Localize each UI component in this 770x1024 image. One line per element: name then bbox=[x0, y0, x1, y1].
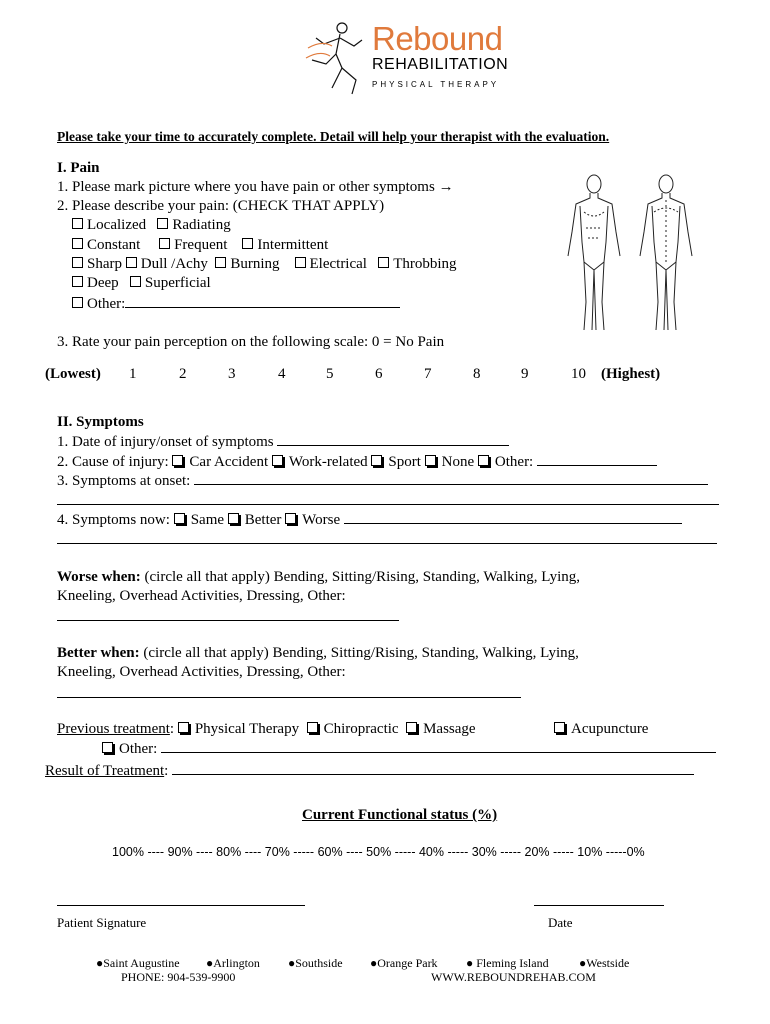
location-saint-augustine: ●Saint Augustine bbox=[96, 956, 180, 970]
symptoms-date-label: 1. Date of injury/onset of symptoms bbox=[57, 434, 274, 450]
treatment-result-label: Result of Treatment bbox=[45, 763, 165, 779]
intro-text: Please take your time to accurately complete. Detail will help your therapist with the evaluation. bbox=[57, 129, 610, 144]
symptoms-heading: II. Symptoms bbox=[57, 414, 144, 430]
cause-label: 2. Cause of injury: bbox=[57, 454, 169, 470]
runner-logo-icon bbox=[302, 18, 372, 98]
checkbox-intermittent[interactable]: Intermittent bbox=[242, 237, 328, 253]
footer-phone: PHONE: 904-539-9900 bbox=[121, 970, 236, 984]
checkbox-cause-other[interactable]: Other: bbox=[478, 454, 533, 470]
pain-q1-text: 1. Please mark picture where you have pain or other symptoms bbox=[57, 179, 435, 195]
checkbox-dull[interactable]: Dull /Achy bbox=[126, 256, 208, 272]
pain-q1 bbox=[57, 179, 454, 196]
treatment-result: Result of Treatment: bbox=[45, 762, 694, 780]
checkbox-massage[interactable]: Massage bbox=[406, 721, 476, 737]
better-when-line2: Kneeling, Overhead Activities, Dressing, Other: bbox=[57, 664, 346, 680]
checkbox-car-accident[interactable]: Car Accident bbox=[172, 454, 268, 470]
worse-when-text1: (circle all that apply) Bending, Sitting/Rising, Standing, Walking, Lying, bbox=[140, 569, 581, 585]
scale-3[interactable]: 3 bbox=[228, 366, 236, 382]
logo-brand: Rebound bbox=[372, 20, 503, 57]
previous-treatment-colon: : bbox=[169, 721, 175, 737]
body-diagram[interactable] bbox=[562, 172, 702, 336]
checkbox-work-related[interactable]: Work-related bbox=[272, 454, 368, 470]
better-other-field[interactable] bbox=[57, 685, 521, 698]
pain-options-row2 bbox=[72, 237, 328, 254]
checkbox-frequent[interactable]: Frequent bbox=[159, 237, 227, 253]
location-fleming-island: ● Fleming Island bbox=[466, 956, 549, 970]
location-westside: ●Westside bbox=[579, 956, 630, 970]
checkbox-none[interactable]: None bbox=[425, 454, 475, 470]
scale-highest: (Highest) bbox=[601, 366, 661, 382]
date-line[interactable] bbox=[534, 893, 664, 906]
checkbox-same[interactable]: Same bbox=[174, 512, 224, 528]
checkbox-chiropractic[interactable]: Chiropractic bbox=[307, 721, 399, 737]
better-when-label: Better when: bbox=[57, 645, 140, 661]
pain-options-row1 bbox=[72, 217, 231, 234]
treatment-other bbox=[102, 740, 716, 758]
onset-label: 3. Symptoms at onset: bbox=[57, 473, 191, 489]
now-label: 4. Symptoms now: bbox=[57, 512, 170, 528]
checkbox-superficial[interactable]: Superficial bbox=[130, 275, 211, 291]
signature-line[interactable] bbox=[57, 893, 305, 906]
pain-other-field[interactable] bbox=[125, 295, 400, 308]
arrow-right-icon: → bbox=[438, 179, 454, 195]
worse-when-label: Worse when: bbox=[57, 569, 141, 585]
checkbox-other[interactable]: Other: bbox=[72, 296, 125, 312]
checkbox-better[interactable]: Better bbox=[228, 512, 282, 528]
checkbox-worse[interactable]: Worse bbox=[285, 512, 340, 528]
date-label: Date bbox=[548, 915, 573, 930]
scale-9[interactable]: 9 bbox=[521, 366, 529, 382]
better-when-text1: (circle all that apply) Bending, Sitting/Rising, Standing, Walking, Lying, bbox=[139, 645, 579, 661]
logo-sub: REHABILITATION bbox=[372, 56, 509, 73]
footer-website[interactable]: WWW.REBOUNDREHAB.COM bbox=[431, 970, 596, 984]
functional-heading: Current Functional status (%) bbox=[302, 807, 498, 823]
symptoms-now bbox=[57, 511, 682, 529]
worse-when-line2: Kneeling, Overhead Activities, Dressing, Other: bbox=[57, 588, 346, 604]
scale-6[interactable]: 6 bbox=[375, 366, 383, 382]
treatment-result-field[interactable] bbox=[172, 762, 694, 775]
symptoms-cause bbox=[57, 453, 657, 471]
scale-7[interactable]: 7 bbox=[424, 366, 432, 382]
scale-10[interactable]: 10 bbox=[571, 366, 586, 382]
location-southside: ●Southside bbox=[288, 956, 343, 970]
functional-scale: 100% ---- 90% ---- 80% ---- 70% ----- 60% ---- 50% ----- 40% ----- 30% ----- 20% ----- 10% -----0% bbox=[112, 845, 645, 859]
now-line-2[interactable] bbox=[57, 531, 717, 544]
checkbox-physical-therapy[interactable]: Physical Therapy bbox=[178, 721, 299, 737]
better-when-line1 bbox=[57, 645, 579, 662]
pain-options-row3 bbox=[72, 256, 457, 273]
symptoms-onset bbox=[57, 472, 708, 490]
patient-signature-label: Patient Signature bbox=[57, 915, 147, 930]
checkbox-acupuncture[interactable]: Acupuncture bbox=[554, 721, 648, 738]
scale-lowest: (Lowest) bbox=[45, 366, 101, 382]
checkbox-electrical[interactable]: Electrical bbox=[295, 256, 367, 272]
scale-5[interactable]: 5 bbox=[326, 366, 334, 382]
now-field[interactable] bbox=[344, 511, 682, 524]
checkbox-burning[interactable]: Burning bbox=[215, 256, 279, 272]
location-arlington: ●Arlington bbox=[206, 956, 260, 970]
worse-other-field[interactable] bbox=[57, 608, 399, 621]
treatment-other-field[interactable] bbox=[161, 740, 716, 753]
date-injury-field[interactable] bbox=[277, 433, 509, 446]
onset-line-2[interactable] bbox=[57, 492, 719, 505]
scale-4[interactable]: 4 bbox=[278, 366, 286, 382]
checkbox-sport[interactable]: Sport bbox=[371, 454, 421, 470]
checkbox-throbbing[interactable]: Throbbing bbox=[378, 256, 456, 272]
symptoms-date bbox=[57, 433, 509, 451]
checkbox-treatment-other[interactable]: Other: bbox=[102, 741, 157, 757]
pain-options-row5 bbox=[72, 295, 400, 313]
checkbox-constant[interactable]: Constant bbox=[72, 237, 140, 253]
checkbox-localized[interactable]: Localized bbox=[72, 217, 146, 233]
logo-tag: PHYSICAL THERAPY bbox=[372, 80, 500, 89]
checkbox-radiating[interactable]: Radiating bbox=[157, 217, 230, 233]
cause-other-field[interactable] bbox=[537, 453, 657, 466]
pain-q2: 2. Please describe your pain: (CHECK THAT APPLY) bbox=[57, 198, 385, 214]
location-orange-park: ●Orange Park bbox=[370, 956, 438, 970]
previous-treatment-label: Previous treatment bbox=[57, 721, 170, 737]
scale-8[interactable]: 8 bbox=[473, 366, 481, 382]
pain-options-row4 bbox=[72, 275, 211, 292]
onset-field[interactable] bbox=[194, 472, 708, 485]
pain-q3: 3. Rate your pain perception on the following scale: 0 = No Pain bbox=[57, 334, 445, 350]
scale-1[interactable]: 1 bbox=[129, 366, 137, 382]
pain-heading: I. Pain bbox=[57, 160, 100, 176]
previous-treatment bbox=[57, 721, 476, 738]
worse-when-line1 bbox=[57, 569, 580, 586]
scale-2[interactable]: 2 bbox=[179, 366, 187, 382]
checkbox-sharp[interactable]: Sharp bbox=[72, 256, 122, 272]
checkbox-deep[interactable]: Deep bbox=[72, 275, 119, 291]
